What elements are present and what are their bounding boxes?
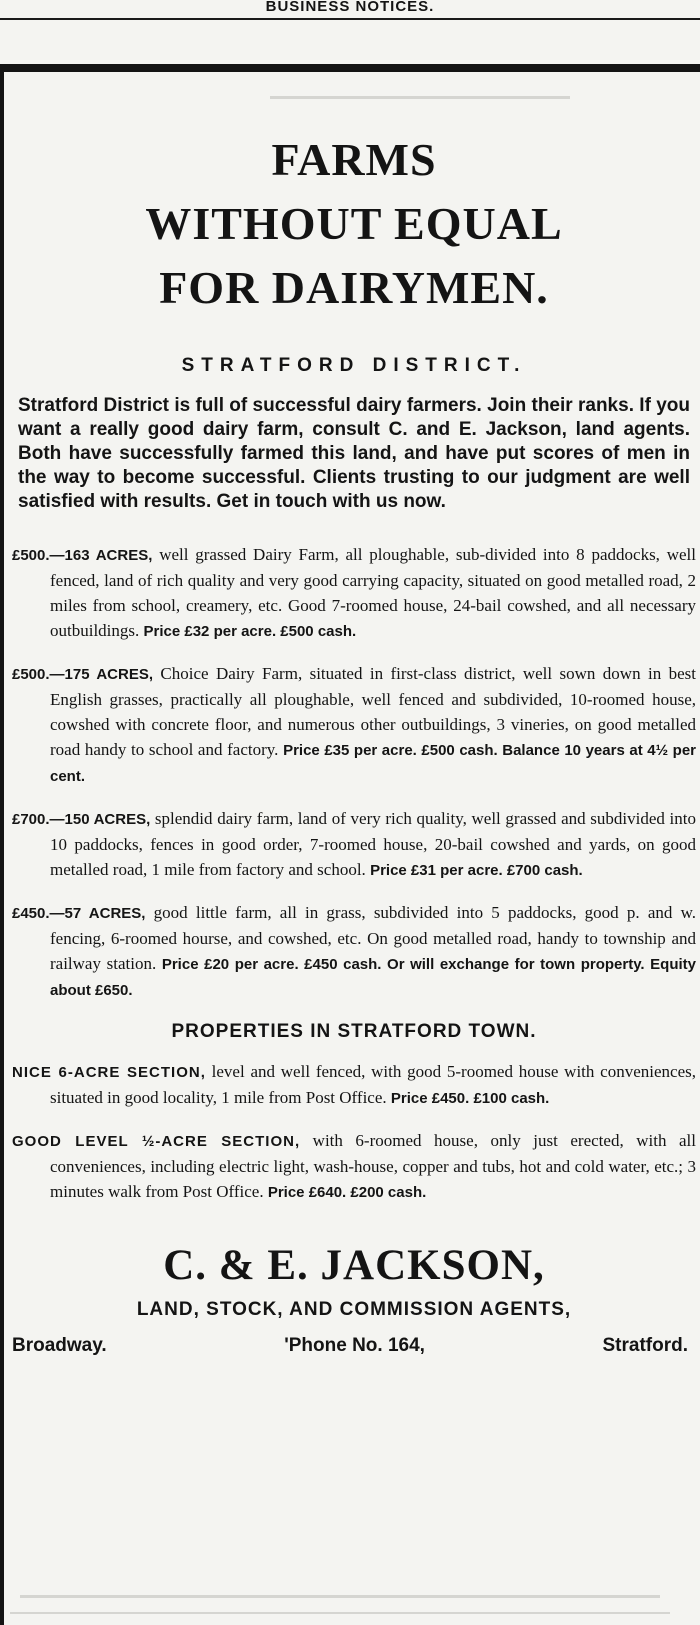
firm-role: LAND, STOCK, AND COMMISSION AGENTS, [136,1299,572,1320]
listing-terms: Price £35 per acre. £500 cash. Balance 10 years at 4½ per cent. [50,742,697,785]
farm-listing [12,900,696,1003]
paper-speckle [270,96,570,99]
advertisement [12,80,696,1359]
paper-speckle [20,1595,660,1598]
paper-speckle [10,1612,670,1614]
property-description: level and well fenced, with good 5-roomed house with conveniences, situated in good locality, 1 mile from Post Office. [50,1062,696,1107]
column-top-rule [0,64,700,72]
headline-line-2: WITHOUT EQUAL [145,198,563,249]
headline [12,128,696,320]
district-title: STRATFORD DISTRICT. [181,355,527,376]
farm-listing [12,661,696,789]
listing-terms: Price £20 per acre. £450 cash. Or will exchange for town property. Equity about £650. [50,956,696,999]
listing-price-acres: £500.—175 ACRES, [12,666,153,683]
firm-address-line [12,1333,696,1359]
property-terms: Price £640. £200 cash. [267,1184,427,1201]
listing-price-acres: £500.—163 ACRES, [12,547,153,564]
farm-listing [12,806,696,883]
column-left-rule [0,72,4,1625]
headline-line-3: FOR DAIRYMEN. [159,262,549,313]
firm-town: Stratford. [602,1335,688,1356]
firm-phone: 'Phone No. 164, [284,1335,425,1356]
firm-name: C. & E. JACKSON, [163,1242,545,1289]
listing-description: Choice Dairy Farm, situated in first-class district, well sown down in best English grasses, practically all ploughable, well fenced and subdivided, 10-roomed house, cowshed with concrete floor, and numerous other outbuildings, 3 vineries, on good metalled road handy to school and factory. [50,664,696,759]
section-header: BUSINESS NOTICES. [265,0,435,15]
headline-line-1: FARMS [271,134,437,185]
property-terms: Price £450. £100 cash. [390,1090,550,1107]
property-heading: GOOD LEVEL ½-ACRE SECTION, [12,1133,301,1150]
listing-price-acres: £700.—150 ACRES, [12,811,151,828]
property-heading: NICE 6-ACRE SECTION, [12,1064,206,1081]
firm-street: Broadway. [12,1335,107,1356]
listing-description: good little farm, all in grass, subdivided into 5 paddocks, good p. and w. fencing, 6-roomed hourse, and cowshed, etc. On good metalled road, handy to township and railway station. [50,903,696,973]
farm-listing [12,542,696,644]
intro-paragraph: Stratford District is full of successful dairy farmers. Join their ranks. If you want a really good dairy farm, consult C. and E. Jackson, land agents. Both have successfully farmed this land, and have put scores of men in the way to become successful. Clients trusting to our judgment are well satisfied with results. Get in touch with us now. [18,395,690,512]
header-rule [0,18,700,20]
listing-description: well grassed Dairy Farm, all ploughable, sub-divided into 8 paddocks, well fenced, land of rich quality and very good carrying capacity, situated on good metalled road, 2 miles from school, creamery, etc. Good 7-roomed house, 24-bail cowshed, and all necessary outbuildings. [50,545,696,640]
property-description: with 6-roomed house, only just erected, with all conveniences, including electric light, wash-house, copper and tubs, hot and cold water, etc.; 3 minutes walk from Post Office. [50,1131,696,1201]
town-properties-title: PROPERTIES IN STRATFORD TOWN. [171,1021,537,1042]
town-property-listing [12,1128,696,1205]
listing-terms: Price £32 per acre. £500 cash. [143,623,357,640]
listing-terms: Price £31 per acre. £700 cash. [370,862,583,879]
listing-price-acres: £450.—57 ACRES, [12,905,146,922]
listing-description: splendid dairy farm, land of very rich quality, well grassed and subdivided into 10 paddocks, fences in good order, 7-roomed house, 20-bail cowshed and yards, on good metalled road, 1 mile from factory and school. [50,809,696,879]
town-property-listing [12,1059,696,1111]
